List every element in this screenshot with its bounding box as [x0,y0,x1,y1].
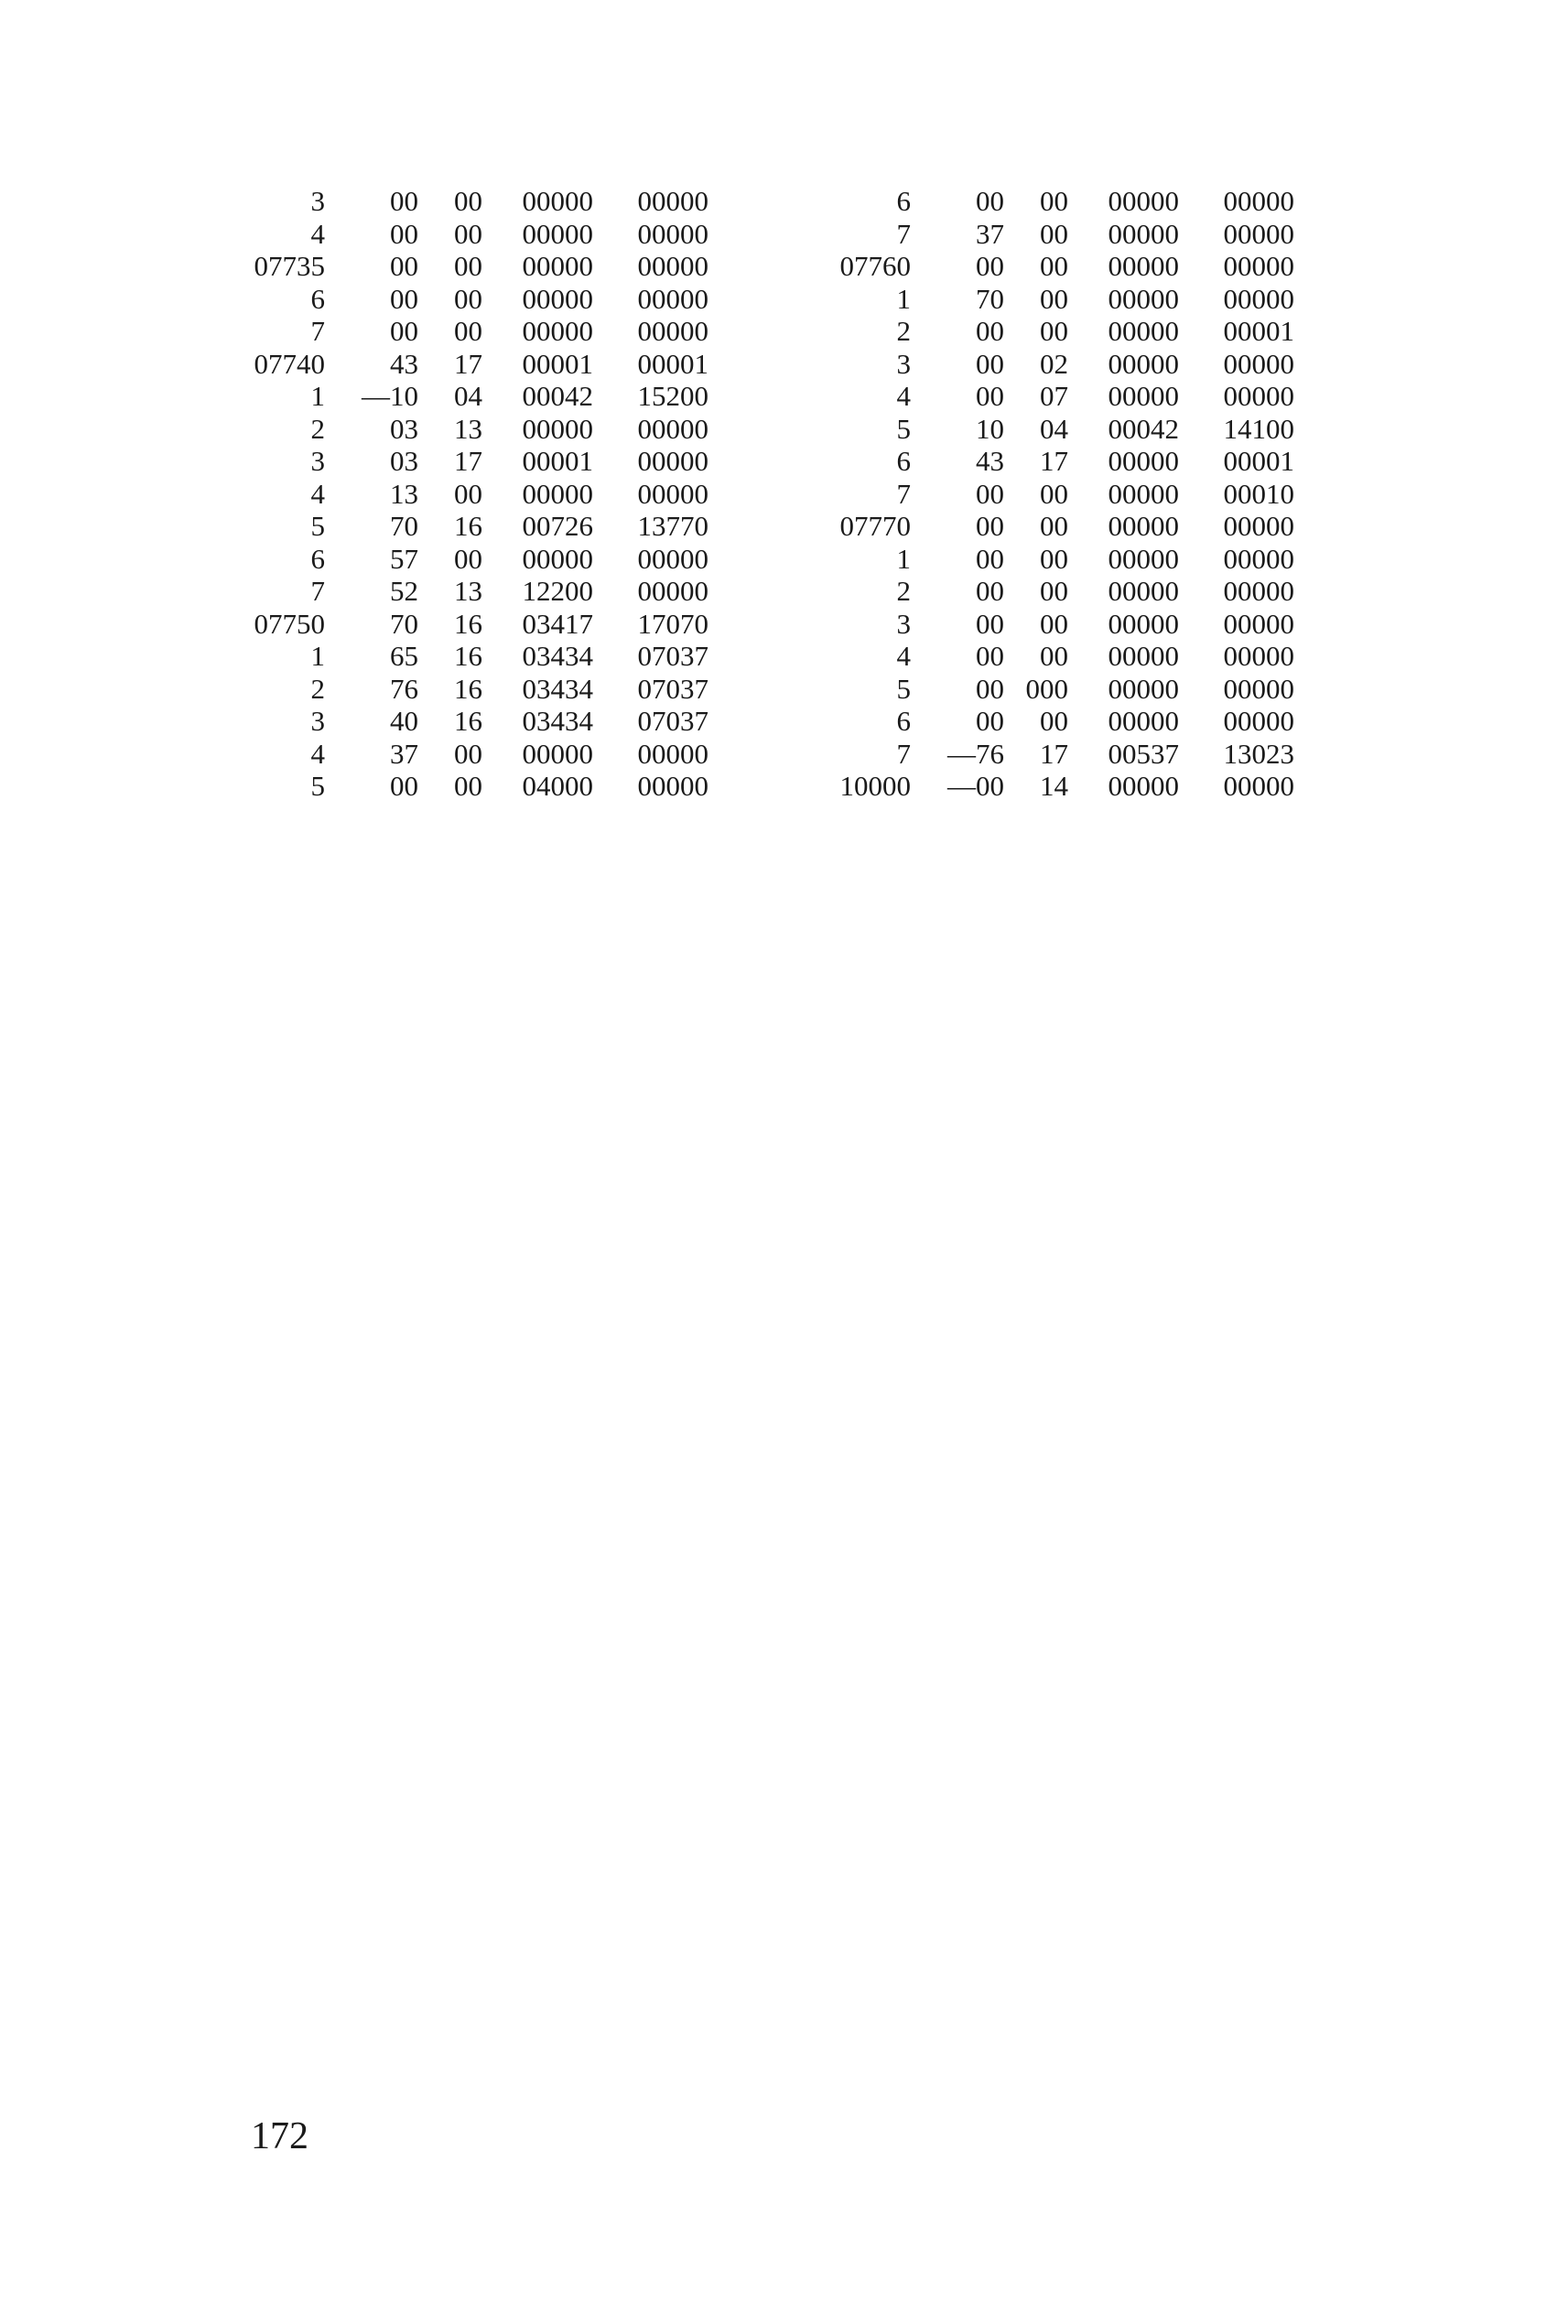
field4-cell: 00000 [1223,250,1294,282]
field3-cell: 04000 [522,770,593,802]
field2-cell: 00 [1040,640,1068,672]
opcode-cell: 70 [390,607,418,640]
field2-cell: 00 [1040,575,1068,607]
field4-cell: 00000 [637,770,708,802]
field3-cell: 00000 [522,477,593,510]
field4-cell: 14100 [1223,412,1294,445]
field3-cell: 00042 [1108,412,1179,445]
address-cell: 6 [896,705,911,737]
listing-row [819,543,1294,576]
opcode-cell: 43 [390,347,418,380]
field4-cell: 00000 [1223,217,1294,250]
field2-cell: 16 [454,607,482,640]
address-cell: 07770 [839,510,911,542]
listing-table-right [819,185,1294,803]
field3-cell: 00000 [1108,250,1179,282]
field2-cell: 17 [1040,445,1068,477]
opcode-cell: —76 [947,737,1004,770]
listing-row [233,640,708,673]
address-cell: 6 [896,445,911,477]
field3-cell: 00000 [522,542,593,575]
field3-cell: 00000 [522,217,593,250]
listing-row [819,738,1294,771]
listing-row [819,218,1294,251]
field2-cell: 00 [1040,315,1068,347]
field4-cell: 00000 [637,412,708,445]
field2-cell: 00 [1040,542,1068,575]
listing-row [819,413,1294,446]
field3-cell: 00000 [522,185,593,217]
opcode-cell: 76 [390,672,418,705]
address-cell: 3 [310,705,325,737]
field4-cell: 00000 [637,185,708,217]
field3-cell: 00000 [522,250,593,282]
field3-cell: 00000 [1108,185,1179,217]
field2-cell: 16 [454,510,482,542]
field2-cell: 00 [454,250,482,282]
field4-cell: 00000 [1223,705,1294,737]
opcode-cell: 52 [390,575,418,607]
field4-cell: 00000 [1223,770,1294,802]
opcode-cell: 37 [976,217,1004,250]
opcode-cell: 03 [390,445,418,477]
listing-row [819,185,1294,218]
listing-row [233,445,708,478]
field2-cell: 00 [1040,705,1068,737]
opcode-cell: 00 [976,250,1004,282]
listing-row [233,478,708,511]
field2-cell: 00 [1040,510,1068,542]
address-cell: 7 [896,477,911,510]
opcode-cell: 70 [390,510,418,542]
field2-cell: 17 [454,445,482,477]
field3-cell: 00000 [522,412,593,445]
field4-cell: 07037 [637,672,708,705]
field2-cell: 02 [1040,347,1068,380]
field3-cell: 12200 [522,575,593,607]
listing-row [819,315,1294,348]
listing-row [233,608,708,641]
field4-cell: 13770 [637,510,708,542]
field3-cell: 00000 [1108,770,1179,802]
listing-row [819,380,1294,413]
listing-row [819,575,1294,608]
opcode-cell: 43 [976,445,1004,477]
field3-cell: 00000 [1108,217,1179,250]
address-cell: 10000 [839,770,911,802]
field4-cell: 07037 [637,705,708,737]
opcode-cell: 00 [976,380,1004,412]
field2-cell: 14 [1040,770,1068,802]
field4-cell: 00001 [1223,315,1294,347]
address-cell: 7 [310,575,325,607]
opcode-cell: 10 [976,412,1004,445]
field2-cell: 00 [454,315,482,347]
listing-rows-left [233,185,708,803]
field2-cell: 00 [454,477,482,510]
field4-cell: 00000 [637,542,708,575]
listing-rows-right [819,185,1294,803]
field4-cell: 00000 [1223,640,1294,672]
listing-row [233,413,708,446]
listing-table-left [233,185,708,803]
address-cell: 3 [310,445,325,477]
opcode-cell: 00 [976,315,1004,347]
opcode-cell: 00 [390,185,418,217]
field4-cell: 00000 [637,217,708,250]
field2-cell: 00 [454,770,482,802]
listing-row [233,380,708,413]
field4-cell: 00000 [1223,510,1294,542]
listing-row [233,283,708,316]
field2-cell: 04 [1040,412,1068,445]
opcode-cell: 00 [976,607,1004,640]
address-cell: 07750 [254,607,325,640]
opcode-cell: —10 [362,380,418,412]
field2-cell: 00 [454,282,482,315]
field3-cell: 00000 [1108,607,1179,640]
field4-cell: 00000 [1223,282,1294,315]
listing-row [233,575,708,608]
listing-row [819,705,1294,738]
address-cell: 4 [310,477,325,510]
field3-cell: 03434 [522,705,593,737]
field4-cell: 00000 [1223,575,1294,607]
address-cell: 4 [310,737,325,770]
opcode-cell: 00 [976,542,1004,575]
field4-cell: 00000 [1223,347,1294,380]
address-cell: 1 [310,640,325,672]
field2-cell: 07 [1040,380,1068,412]
opcode-cell: 00 [976,510,1004,542]
opcode-cell: 00 [390,250,418,282]
address-cell: 07740 [254,347,325,380]
field2-cell: 00 [454,737,482,770]
opcode-cell: 00 [976,477,1004,510]
field4-cell: 00000 [637,737,708,770]
field4-cell: 17070 [637,607,708,640]
field2-cell: 00 [454,185,482,217]
opcode-cell: 00 [976,672,1004,705]
listing-row [819,250,1294,283]
opcode-cell: 70 [976,282,1004,315]
opcode-cell: 00 [976,575,1004,607]
address-cell: 3 [896,347,911,380]
address-cell: 2 [310,672,325,705]
listing-row [233,250,708,283]
field3-cell: 00000 [522,282,593,315]
field2-cell: 00 [1040,185,1068,217]
field4-cell: 00000 [637,445,708,477]
field3-cell: 00042 [522,380,593,412]
field2-cell: 04 [454,380,482,412]
address-cell: 2 [310,412,325,445]
field3-cell: 00000 [1108,542,1179,575]
listing-row [819,478,1294,511]
listing-row [819,608,1294,641]
field2-cell: 16 [454,672,482,705]
field3-cell: 00000 [1108,640,1179,672]
listing-row [819,770,1294,803]
field2-cell: 00 [1040,607,1068,640]
field4-cell: 00010 [1223,477,1294,510]
address-cell: 7 [310,315,325,347]
address-cell: 6 [896,185,911,217]
address-cell: 6 [310,542,325,575]
address-cell: 3 [310,185,325,217]
address-cell: 7 [896,217,911,250]
field2-cell: 00 [454,542,482,575]
field3-cell: 00000 [1108,575,1179,607]
address-cell: 1 [310,380,325,412]
field4-cell: 00000 [637,282,708,315]
field2-cell: 000 [1025,672,1068,705]
address-cell: 2 [896,315,911,347]
field3-cell: 00000 [522,315,593,347]
field3-cell: 00001 [522,347,593,380]
listing-row [233,348,708,381]
field4-cell: 00000 [1223,607,1294,640]
opcode-cell: 03 [390,412,418,445]
field3-cell: 00000 [1108,380,1179,412]
listing-row [233,218,708,251]
field3-cell: 03434 [522,640,593,672]
address-cell: 4 [310,217,325,250]
field3-cell: 00000 [1108,510,1179,542]
opcode-cell: 00 [390,217,418,250]
field2-cell: 00 [1040,477,1068,510]
listing-row [233,770,708,803]
field4-cell: 00000 [1223,380,1294,412]
address-cell: 3 [896,607,911,640]
address-cell: 4 [896,640,911,672]
address-cell: 07735 [254,250,325,282]
address-cell: 5 [310,770,325,802]
field2-cell: 17 [454,347,482,380]
field4-cell: 00001 [637,347,708,380]
opcode-cell: 00 [390,315,418,347]
field3-cell: 00537 [1108,737,1179,770]
listing-row [233,185,708,218]
field3-cell: 00000 [1108,445,1179,477]
field2-cell: 00 [1040,282,1068,315]
field2-cell: 00 [454,217,482,250]
opcode-cell: 00 [390,770,418,802]
field4-cell: 00000 [637,315,708,347]
field4-cell: 15200 [637,380,708,412]
listing-row [819,640,1294,673]
listing-row [233,510,708,543]
field3-cell: 00000 [1108,347,1179,380]
listing-row [819,673,1294,706]
listing-row [233,705,708,738]
address-cell: 5 [896,412,911,445]
listing-row [819,283,1294,316]
opcode-cell: —00 [947,770,1004,802]
opcode-cell: 65 [390,640,418,672]
address-cell: 5 [896,672,911,705]
opcode-cell: 00 [976,705,1004,737]
address-cell: 1 [896,542,911,575]
field3-cell: 03417 [522,607,593,640]
field3-cell: 03434 [522,672,593,705]
field4-cell: 07037 [637,640,708,672]
listing-row [233,315,708,348]
listing-row [819,510,1294,543]
field4-cell: 00000 [637,477,708,510]
address-cell: 7 [896,737,911,770]
address-cell: 07760 [839,250,911,282]
field4-cell: 00000 [637,250,708,282]
field3-cell: 00726 [522,510,593,542]
address-cell: 2 [896,575,911,607]
opcode-cell: 00 [976,640,1004,672]
address-cell: 6 [310,282,325,315]
listing-row [819,348,1294,381]
field4-cell: 13023 [1223,737,1294,770]
field2-cell: 00 [1040,217,1068,250]
opcode-cell: 37 [390,737,418,770]
field3-cell: 00000 [1108,672,1179,705]
listing-row [233,543,708,576]
page-number: 172 [251,2115,308,2157]
opcode-cell: 13 [390,477,418,510]
field4-cell: 00000 [1223,185,1294,217]
listing-row [233,673,708,706]
opcode-cell: 00 [976,347,1004,380]
listing-row [233,738,708,771]
opcode-cell: 57 [390,542,418,575]
field4-cell: 00000 [637,575,708,607]
field2-cell: 00 [1040,250,1068,282]
field2-cell: 17 [1040,737,1068,770]
field4-cell: 00000 [1223,542,1294,575]
field4-cell: 00001 [1223,445,1294,477]
field3-cell: 00000 [1108,315,1179,347]
opcode-cell: 40 [390,705,418,737]
opcode-cell: 00 [390,282,418,315]
field4-cell: 00000 [1223,672,1294,705]
field3-cell: 00001 [522,445,593,477]
address-cell: 4 [896,380,911,412]
field2-cell: 13 [454,575,482,607]
address-cell: 1 [896,282,911,315]
field2-cell: 13 [454,412,482,445]
field3-cell: 00000 [1108,477,1179,510]
field3-cell: 00000 [1108,282,1179,315]
field2-cell: 16 [454,640,482,672]
address-cell: 5 [310,510,325,542]
listing-row [819,445,1294,478]
field2-cell: 16 [454,705,482,737]
opcode-cell: 00 [976,185,1004,217]
field3-cell: 00000 [1108,705,1179,737]
field3-cell: 00000 [522,737,593,770]
